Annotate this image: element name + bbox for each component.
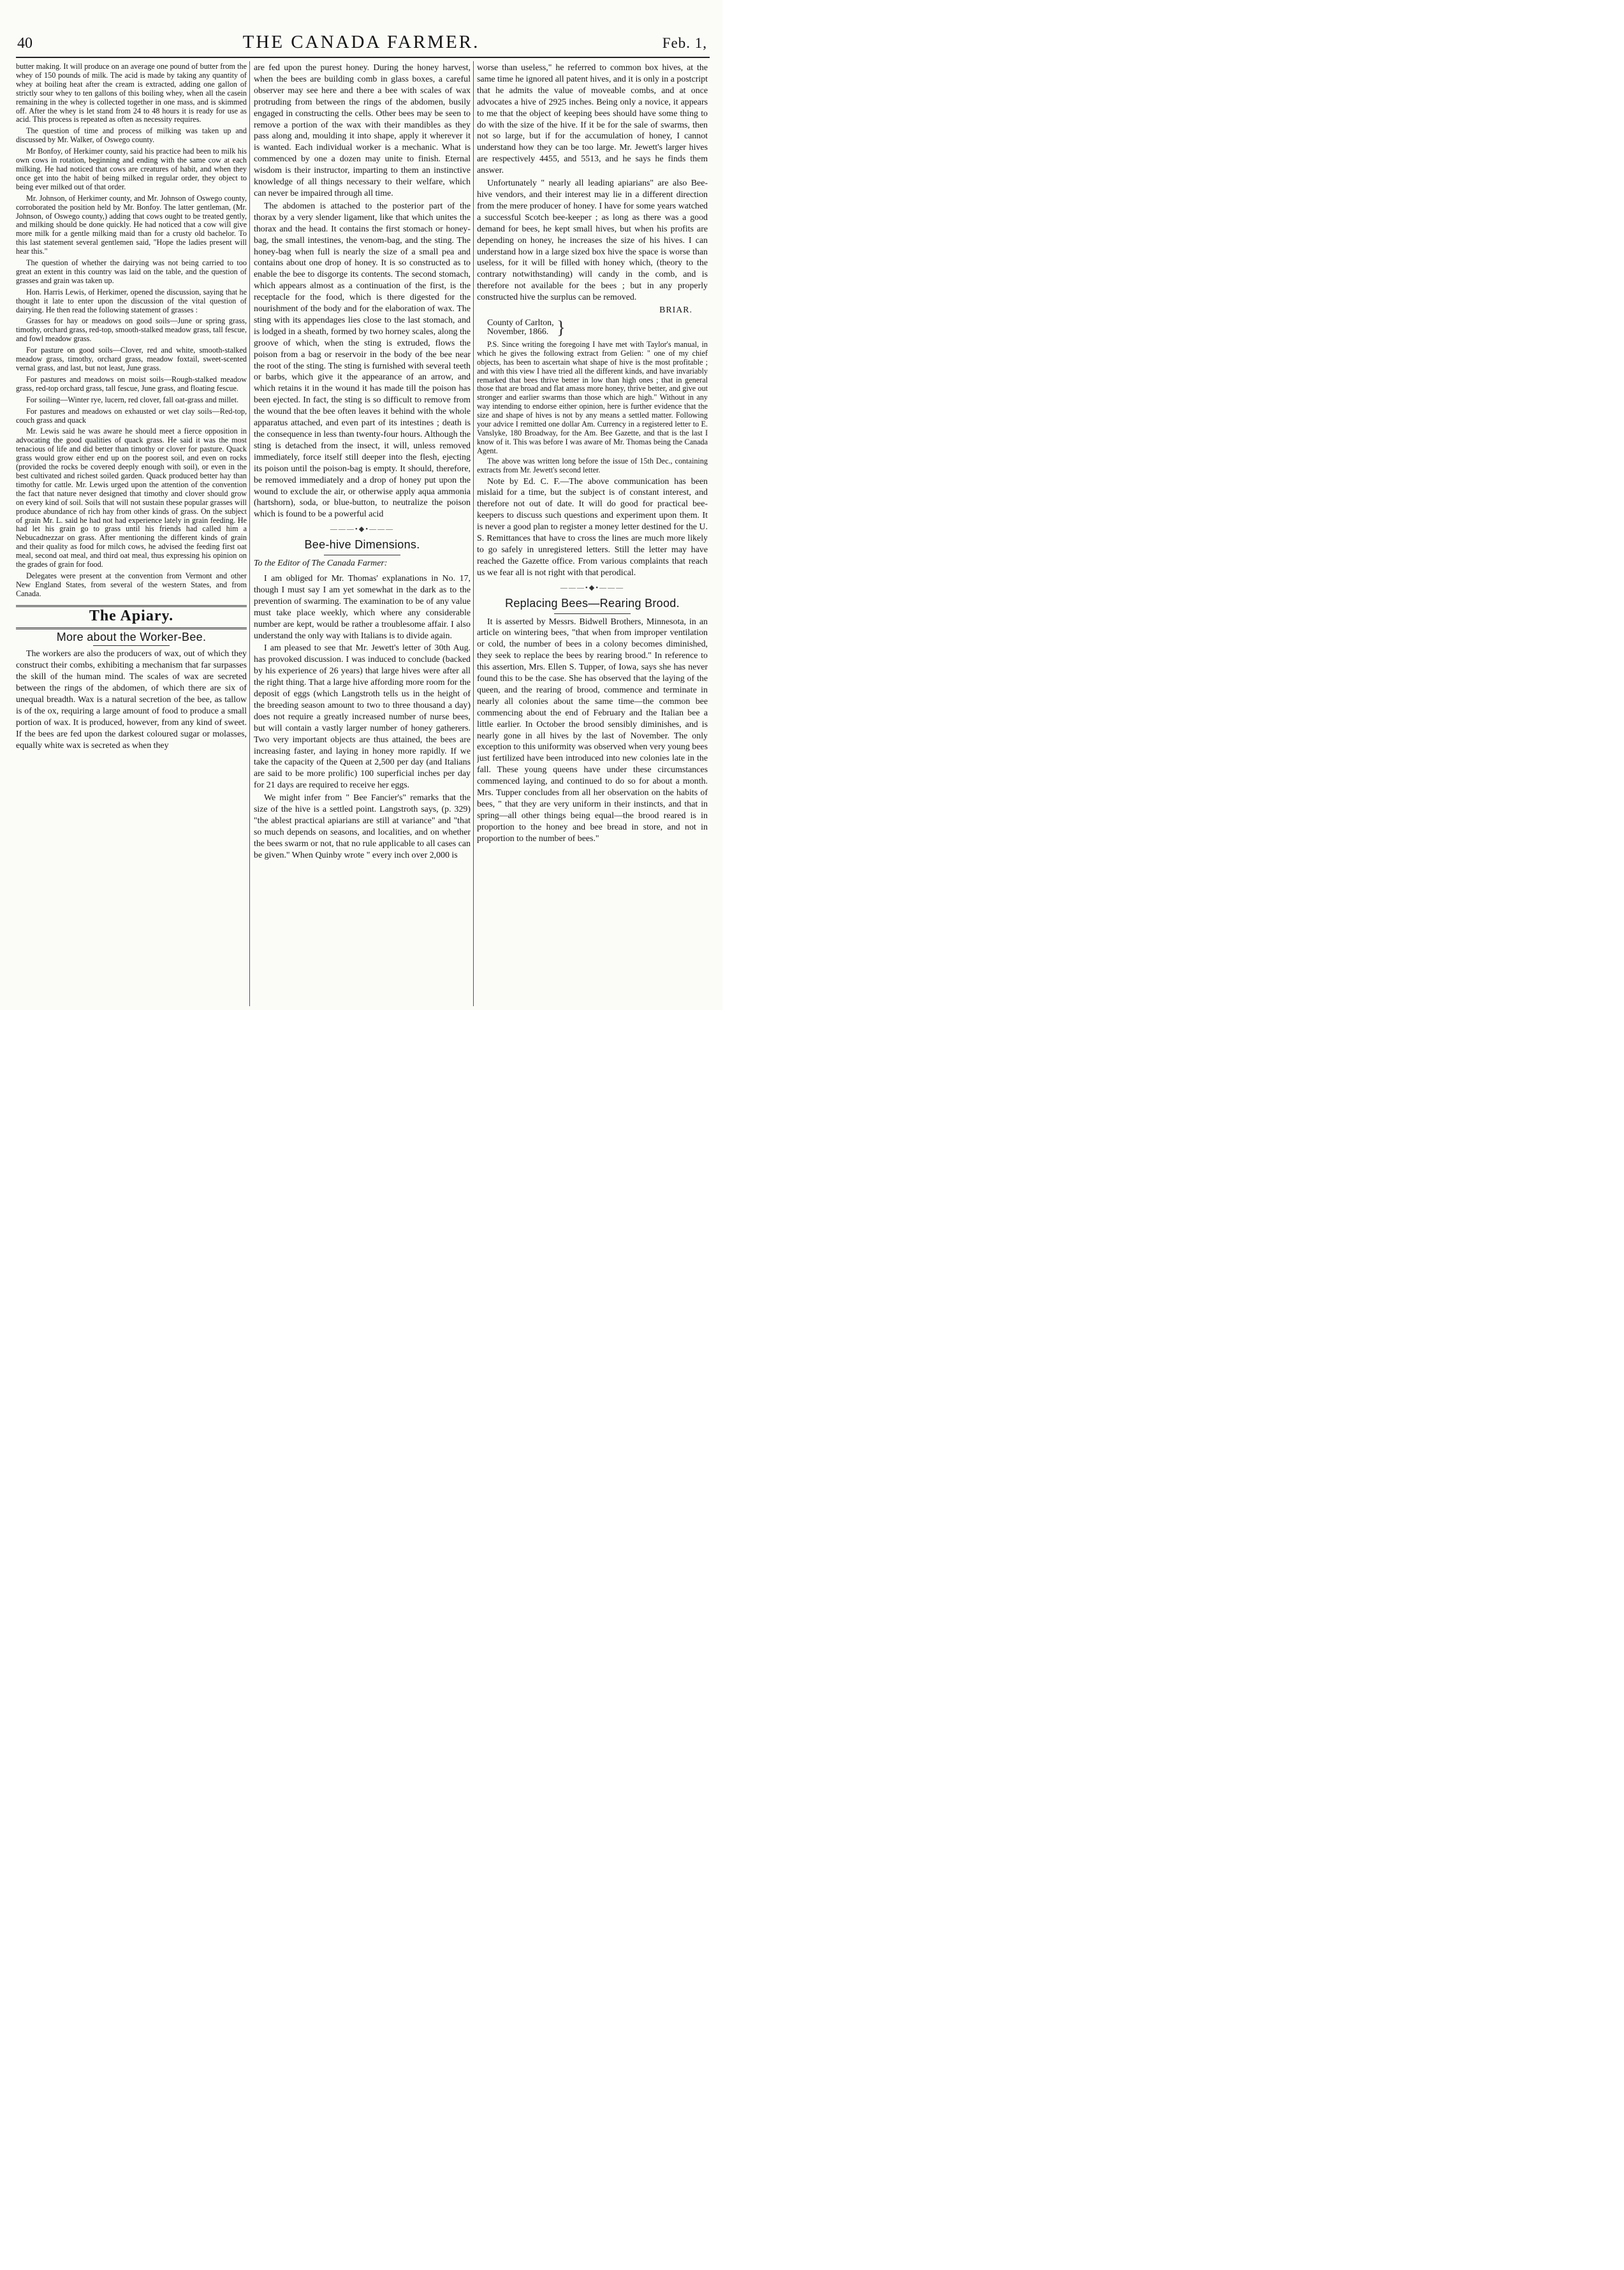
grass-list-paragraph: For pasture on good soils—Clover, red and white, smooth-stalked meadow grass, timothy, orchard grass, meadow foxtail, sweet-scented vernal grass, and last, but not least, June grass.	[16, 346, 247, 372]
article-paragraph: The above was written long before the issue of 15th Dec., containing extracts from Mr. Jewett's second letter.	[477, 456, 708, 474]
article-paragraph: Hon. Harris Lewis, of Herkimer, opened the discussion, saying that he thought it late to enter upon the discussion of the vital question of dairying. He then read the following statement of grasses :	[16, 287, 247, 314]
column-1	[16, 62, 247, 1006]
article-paragraph: I am obliged for Mr. Thomas' explanations in No. 17, though I must say I am yet somewhat in the dark as to the prevention of swarming. The examination to be of any value must take place weekly, which where any considerable number are kept, would be rather a troublesome affair. I also understand the only way with Italians is to divide again.	[254, 573, 471, 641]
column-divider	[249, 61, 250, 1006]
article-paragraph: The workers are also the producers of wax, out of which they construct their combs, exhibiting a mechanism that far surpasses the skill of the human mind. The scales of wax are secreted between the rings of the abdomen, of which there are six of unequal breadth. Wax is a natural secretion of the bee, as tallow is of the ox, requiring a large amount of food to produce a small portion of wax. It is produced, however, from any kind of sweet. If the bees are fed upon the darkest coloured sugar or molasses, equally white wax is secreted as when they	[16, 649, 247, 751]
section-rule	[16, 605, 247, 607]
article-paragraph: worse than useless," he referred to common box hives, at the same time he ignored all patent hives, and it is only in a postcript that he admits the value of moveable combs, and at once advocates a hive of 2925 inches. Being only a novice, it appears to me that the object of keeping bees should have some thing to do with the size of the hive. If it be for the sale of swarms, then not so large, but if for the accumulation of honey, I cannot understand how they can be too large. Mr. Jewett's larger hives are respectively 4455, and 5513, and he says he finds them answer.	[477, 63, 708, 176]
article-paragraph: I am pleased to see that Mr. Jewett's letter of 30th Aug. has provoked discussion. I was induced to conclude (backed by his experience of 26 years) that large hives were after all the right thing. That a large hive affording more room for the deposit of eggs (which Langstroth tells us in the height of the breeding season amount to two to three thousand a day) does not require a greatly increased number of nurse bees, but will contain a vastly larger number of honey gatherers. Two very important objects are thus attained, the bees are increasing faster, and laying in honey more rapidly. If we take the capacity of the Queen at 2,500 per day (and Italians are said to be more prolific) 100 superficial inches per day for 21 days are required to receive her eggs.	[254, 643, 471, 791]
column-3	[477, 62, 708, 1006]
issue-date: Feb. 1,	[662, 35, 707, 51]
article-paragraph: Mr. Lewis said he was aware he should meet a fierce opposition in advocating the good qualities of quack grass. He said it was the most tenacious of life and did better than timothy or clover for pasture. Quack grass would grow either end up on the poorest soil, and even on rocks (provided the rocks be covered deeply enough with soil), or even in the best cultivated and richest soiled garden. Quack produced better hay than timothy for cattle. Mr. Lewis urged upon the attention of the convention the fact that nature never designed that timothy and clover should grow on every kind of soil. Soils that will not sustain these popular grasses will produce abundance of rich hay from other kinds of grass. On the subject of grain Mr. L. said he had not had experience lately in grain feeding. He had let his grain go to grass until his friends had called him a Nebucadnezzar on grass. After mentioning the different kinds of grain and their quality as food for milch cows, he advised the feeding first oat meal, second oat meal, and third oat meal, thus expressing his opinion on the grades of grain for food.	[16, 427, 247, 569]
heading-rule	[93, 645, 170, 646]
dateline-date: November, 1866.	[487, 326, 549, 337]
editor-note: Note by Ed. C. F.—The above communication has been mislaid for a time, but the subject is of constant interest, and therefore not out of date. It will do good for practical bee-keepers to discuss such questions and experiment upon them. It is never a good plan to register a money letter destined for the U. S. Remittances that have to cross the lines are much more likely to go safely in unregistered letters. Still the letter may have reached the Gazette office. From various complaints that reach us we fear all is not right with that perodical.	[477, 476, 708, 578]
article-heading: More about the Worker-Bee.	[56, 630, 207, 643]
article-heading: Replacing Bees—Rearing Brood.	[505, 596, 680, 610]
dateline	[487, 316, 708, 338]
grass-list-paragraph: For pastures and meadows on exhausted or wet clay soils—Red-top, couch grass and quack	[16, 406, 247, 425]
ornament-divider: ———•◆•———	[330, 525, 395, 534]
heading-rule	[554, 613, 631, 614]
article-paragraph: Unfortunately " nearly all leading apiarians" are also Bee-hive vendors, and their interest may lie in a different direction from the mere producer of honey. I have for some years watched a successful Scotch bee-keeper ; as long as there was a good demand for bees, he kept small hives, but when his profits are depending on honey, he increases the size of his hives. I can understand how in a large sized box hive the space is worse than useless, for it will be filled with honey which, (theory to the contrary notwithstanding) will candy in the comb, and is therefore not available for the bees ; but in any properly constructed hive the surplus can be removed.	[477, 179, 708, 303]
article-heading: Bee-hive Dimensions.	[304, 538, 420, 552]
article-paragraph: Delegates were present at the convention from Vermont and other New England States, from several of the western States, and from Canada.	[16, 571, 247, 598]
article-paragraph: butter making. It will produce on an average one pound of butter from the whey of 150 pounds of milk. The acid is made by taking any quantity of whey at boiling heat after the cream is extracted, adding one gallon of strictly sour whey to ten gallons of this boiling whey, when all the casein remaining in the whey is collected together in one mass, and is skimmed off. After the whey is let stand from 24 to 48 hours it is ready for use as acid. This process is repeated as often as necessity requires.	[16, 62, 247, 124]
grass-list-paragraph: Grasses for hay or meadows on good soils—June or spring grass, timothy, orchard grass, red-top, smooth-stalked meadow grass, tall fescue, and fowl meadow grass.	[16, 316, 247, 344]
column-2	[254, 62, 471, 1006]
article-paragraph: The question of whether the dairying was not being carried to too great an extent in this country was laid on the table, and the question of grasses and grain was taken up.	[16, 258, 247, 285]
article-paragraph: It is asserted by Messrs. Bidwell Brothers, Minnesota, in an article on wintering bees, "that when from improper ventilation or cold, the number of bees in a colony becomes diminished, they seek to replace the bees by rearing brood." In reference to this assertion, Mrs. Ellen S. Tupper, of Iowa, says she has never found this to be the case. She has observed that the laying of the queen, and the rearing of brood, commence and terminate in nearly all colonies about the same time—the common bee commencing about the end of February and the Italian bee a little earlier. In October the brood sensibly diminishes, and is nearly gone in all hives by the last of November. The only exception to this uniformity was observed when very young bees just fertilized have been introduced into new colonies late in the fall. These young queens have under these circumstances commenced laying, and continued to do so for about a month. Mrs. Tupper concludes from all her observation on the habits of bees, " that they are very uniform in their instincts, and that in spring—all other things being equal—the brood reared is in proportion to the honey and bee bread in store, and not in proportion to the number of bees."	[477, 617, 708, 844]
article-paragraph: We might infer from " Bee Fancier's" remarks that the size of the hive is a settled point. Langstroth says, (p. 329) "the ablest practical apiarians are still at variance" and "that so much depends on seasons, and localities, and on whether the bees swarm or not, that no rule applicable to all cases can be given." When Quinby wrote " every inch over 2,000 is	[254, 793, 471, 860]
article-paragraph: Mr. Johnson, of Herkimer county, and Mr. Johnson of Oswego county, corroborated the position held by Mr. Bonfoy. The latter gentleman, (Mr. Johnson, of Oswego county,) adding that cows ought to be treated gently, and milking should be done quickly. He had noticed that a cow will give more milk for a gentle milking maid than for a crusty old bachelor. To this last statement several gentlemen said, "Hope the ladies present will hear this."	[16, 193, 247, 256]
grass-list-paragraph: For pastures and meadows on moist soils—Rough-stalked meadow grass, red-top orchard grass, tall fescue, June grass, and floating fescue.	[16, 374, 247, 393]
editor-salutation: To the Editor of The Canada Farmer:	[254, 559, 388, 569]
dateline-place: County of Carlton,	[487, 318, 554, 328]
brace-glyph: }	[556, 316, 566, 338]
column-divider	[473, 61, 474, 1006]
newspaper-page	[0, 0, 722, 1010]
page-number: 40	[17, 35, 33, 52]
section-title: The Apiary.	[89, 607, 174, 624]
page-header	[0, 0, 722, 59]
article-paragraph: are fed upon the purest honey. During the honey harvest, when the bees are building comb in glass boxes, a careful observer may see here and there a bee with scales of wax protruding from between the rings of the abdomen, busily engaged in constructing the cells. Other bees may be seen to remove a portion of the wax with their mandibles as they pass along and, moulding it into shape, apply it wherever it is wanted. Each individual worker is a mechanic. What is commenced by one a dozen may unite to finish. Eternal wisdom is their instructor, imparting to them an instinctive knowledge of all things necessary to their welfare, which can never be impaired through all time.	[254, 63, 471, 198]
ornament-divider: ———•◆•———	[560, 583, 625, 592]
article-paragraph: Mr Bonfoy, of Herkimer county, said his practice had been to milk his own cows in rotation, beginning and ending with the same cow at each milking. He had noticed that cows are creatures of habit, and when they once get into the habit of being milked in regular order, they object to being ever milked out of that order.	[16, 147, 247, 191]
postscript-paragraph: P.S. Since writing the foregoing I have met with Taylor's manual, in which he gives the following extract from Gelien: " one of my chief objects, has been to ascertain what shape of hive is the most profitable ; and with this view I have tried all the different kinds, and have invariably remarked that bees thrive better in low than high ones ; that in general those that are broad and flat amass more honey, thrive better, and give out stronger and earlier swarms than those which are high." Without in any way intending to endorse either opinion, here is further evidence that the size and shape of hives is not by any means a settled matter. Following your advice I remitted one dollar Am. Currency in a registered letter to E. Vanslyke, 180 Broadway, for the Am. Bee Gazette, and that is the last I know of it. This was before I was aware of Mr. Thomas being the Canada Agent.	[477, 339, 708, 455]
header-rule	[16, 57, 710, 58]
author-signature: BRIAR.	[659, 305, 692, 316]
masthead-title: THE CANADA FARMER.	[242, 32, 480, 52]
grass-list-paragraph: For soiling—Winter rye, lucern, red clover, fall oat-grass and millet.	[26, 395, 239, 404]
section-rule	[16, 627, 247, 629]
article-paragraph: The question of time and process of milking was taken up and discussed by Mr. Walker, of Oswego county.	[16, 126, 247, 145]
article-paragraph: The abdomen is attached to the posterior part of the thorax by a very slender ligament, like that which unites the thorax and the head. It contains the first stomach or honey-bag, the small intestines, the venom-bag, and the sting. The honey-bag when full is nearly the size of a small pea and contains about one drop of honey. It is so constructed as to enable the bee to disgorge its contents. The second stomach, which appears almost as a continuation of the first, is the receptacle for the food, which is there digested for the nourishment of the body and for the elaboration of wax. The sting with its appendages lies close to the last stomach, and is lodged in a sheath, formed by two horney scales, along the groove of which, when the sting is extruded, flows the poison from a bag or reservoir in the body of the bee near the root of the sting. The sting is furnished with several teeth or barbs, which give it the appearance of an arrow, and which retains it in the wound it has made till the poison has been ejected. In fact, the sting is so difficult to remove from the wound that the bee often leaves it behind with the whole apparatus attached, and even part of its intestines ; death is the consequence in less than twenty-four hours. Although the sting is detached from the insect, it will, unless removed immediately, force itself still deeper into the flesh, ejecting its poison until the poison-bag is empty. It should, therefore, be removed immediately and a drop of honey put upon the wound to exclude the air, or otherwise apply aqua ammonia (hartshorn), soda, or blue-button, to neutralize the poison which is found to be a powerful acid	[254, 201, 471, 520]
